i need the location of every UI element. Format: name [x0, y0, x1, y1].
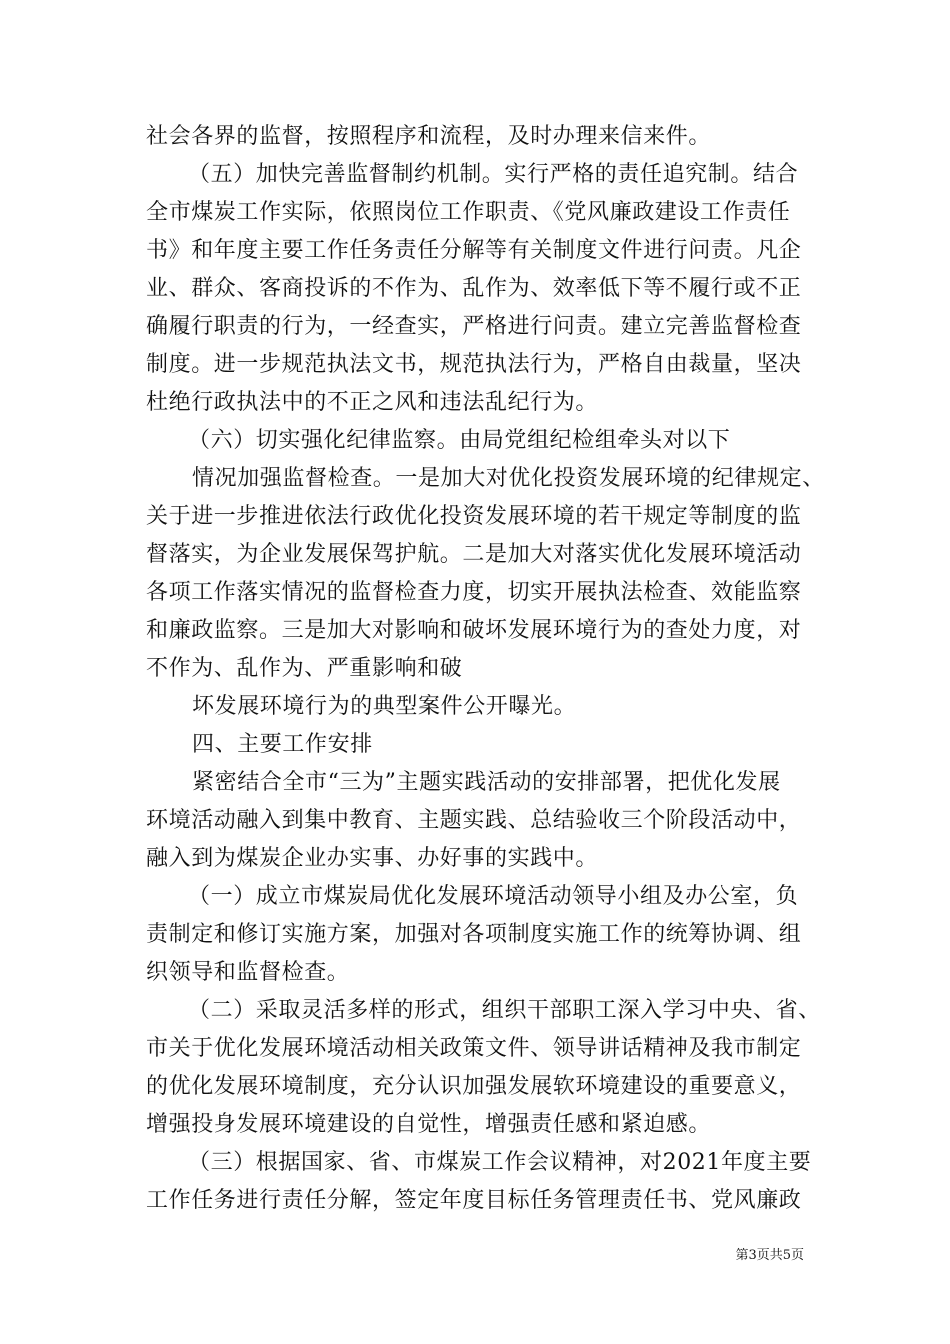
text-line: 市关于优化发展环境活动相关政策文件、领导讲话精神及我市制定: [146, 1036, 802, 1061]
text-line: （三）根据国家、省、市煤炭工作会议精神，对2021年度主要: [188, 1150, 812, 1175]
text-line: 增强投身发展环境建设的自觉性，增强责任感和紧迫感。: [146, 1112, 712, 1137]
text-line: 确履行职责的行为，一经查实，严格进行问责。建立完善监督检查: [146, 314, 802, 339]
text-line: 坏发展环境行为的典型案件公开曝光。: [192, 694, 577, 719]
text-line: 各项工作落实情况的监督检查力度，切实开展执法检查、效能监察: [146, 580, 802, 605]
text-line: 融入到为煤炭企业办实事、办好事的实践中。: [146, 846, 599, 871]
text-line: 杜绝行政执法中的不正之风和违法乱纪行为。: [146, 390, 599, 415]
text-line: 紧密结合全市“三为”主题实践活动的安排部署，把优化发展: [192, 770, 781, 795]
text-line: 督落实，为企业发展保驾护航。二是加大对落实优化发展环境活动: [146, 542, 802, 567]
section-heading: 四、主要工作安排: [192, 732, 373, 757]
text-line: 业、群众、客商投诉的不作为、乱作为、效率低下等不履行或不正: [146, 276, 802, 301]
text-line: 全市煤炭工作实际，依照岗位工作职责、《党风廉政建设工作责任: [146, 200, 791, 225]
text-line: 书》和年度主要工作任务责任分解等有关制度文件进行问责。凡企: [146, 238, 802, 263]
text-line: （一）成立市煤炭局优化发展环境活动领导小组及办公室，负: [188, 884, 799, 909]
text-line: 责制定和修订实施方案，加强对各项制度实施工作的统筹协调、组: [146, 922, 802, 947]
page-number: 第3页共5页: [735, 1248, 804, 1263]
text-line: 工作任务进行责任分解，签定年度目标任务管理责任书、党风廉政: [146, 1188, 802, 1213]
text-line: 关于进一步推进依法行政优化投资发展环境的若干规定等制度的监: [146, 504, 802, 529]
text-line: 不作为、乱作为、严重影响和破: [146, 656, 463, 681]
text-line: 织领导和监督检查。: [146, 960, 350, 985]
text-line: 社会各界的监督，按照程序和流程，及时办理来信来件。: [146, 124, 712, 149]
text-line: （六）切实强化纪律监察。由局党组纪检组牵头对以下: [188, 428, 731, 453]
text-line: 制度。进一步规范执法文书，规范执法行为，严格自由裁量，坚决: [146, 352, 802, 377]
text-line: 环境活动融入到集中教育、主题实践、总结验收三个阶段活动中，: [146, 808, 802, 833]
text-line: 的优化发展环境制度，充分认识加强发展软环境建设的重要意义，: [146, 1074, 802, 1099]
text-line: （五）加快完善监督制约机制。实行严格的责任追究制。结合: [188, 162, 799, 187]
text-line: 和廉政监察。三是加大对影响和破坏发展环境行为的查处力度，对: [146, 618, 802, 643]
text-line: （二）采取灵活多样的形式，组织干部职工深入学习中央、省、: [188, 998, 821, 1023]
text-line: 情况加强监督检查。一是加大对优化投资发展环境的纪律规定、: [192, 466, 825, 491]
